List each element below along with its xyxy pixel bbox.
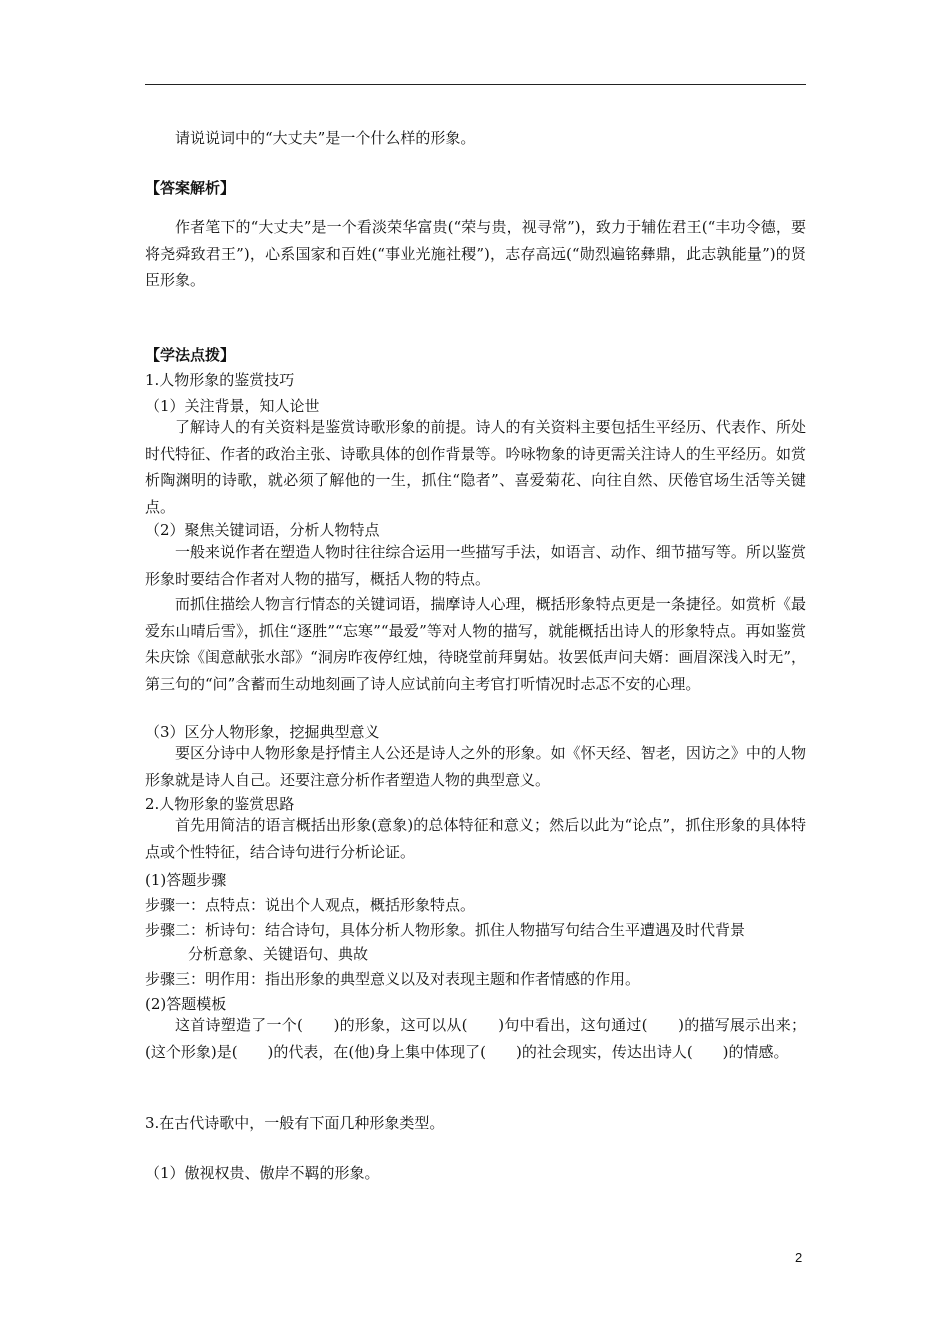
step-1: 步骤一：点特点：说出个人观点，概括形象特点。 xyxy=(145,896,476,914)
section-1-sub-2: （2）聚焦关键词语，分析人物特点 xyxy=(145,521,380,539)
section-2-sub-1: (1)答题步骤 xyxy=(145,871,227,889)
section-1-paragraph-1: 了解诗人的有关资料是鉴赏诗歌形象的前提。诗人的有关资料主要包括生平经历、代表作、所处时代特征、作者的政治主张、诗歌具体的创作背景等。吟咏物象的诗更需关注诗人的生平经历。如赏析陶渊明的诗歌，就必须了解他的一生，抓住“隐者”、喜爱菊花、向往自然、厌倦官场生活等关键点。 xyxy=(145,418,806,516)
section-1-title: 1.人物形象的鉴赏技巧 xyxy=(145,371,295,389)
header-rule xyxy=(145,84,806,85)
method-heading: 【学法点拨】 xyxy=(145,346,236,364)
step-2-continued: 分析意象、关键语句、典故 xyxy=(188,945,369,963)
section-2-title: 2.人物形象的鉴赏思路 xyxy=(145,795,295,813)
section-2-sub-2: (2)答题模板 xyxy=(145,995,227,1013)
section-3-title: 3.在古代诗歌中，一般有下面几种形象类型。 xyxy=(145,1114,445,1132)
section-3-sub-1: （1）傲视权贵、傲岸不羁的形象。 xyxy=(145,1164,380,1182)
step-2: 步骤二：析诗句：结合诗句，具体分析人物形象。抓住人物描写句结合生平遭遇及时代背景 xyxy=(145,921,746,939)
section-1-paragraph-3: 而抓住描绘人物言行情态的关键词语，揣摩诗人心理，概括形象特点更是一条捷径。如赏析《最爱东山晴后雪》，抓住“逐胜”“忘寒”“最爱”等对人物的描写，就能概括出诗人的形象特点。再如鉴赏朱庆馀《闺意献张水部》“洞房昨夜停红烛，待晓堂前拜舅姑。妆罢低声问夫婿：画眉深浅入时无”，第三句的“问”含蓄而生动地刻画了诗人应试前向主考官打听情况时忐忑不安的心理。 xyxy=(145,595,806,693)
section-1-sub-3: （3）区分人物形象，挖掘典型意义 xyxy=(145,723,380,741)
section-2-paragraph-1: 首先用简洁的语言概括出形象(意象)的总体特征和意义；然后以此为“论点”，抓住形象的具体特点或个性特征，结合诗句进行分析论证。 xyxy=(145,816,806,861)
section-1-paragraph-2: 一般来说作者在塑造人物时往往综合运用一些描写手法，如语言、动作、细节描写等。所以鉴赏形象时要结合作者对人物的描写，概括人物的特点。 xyxy=(145,543,806,588)
answer-heading: 【答案解析】 xyxy=(145,179,236,197)
answer-paragraph: 作者笔下的“大丈夫”是一个看淡荣华富贵(“荣与贵，视寻常”)，致力于辅佐君王(“丰功令德，要将尧舜致君王”)，心系国家和百姓(“事业光施社稷”)，志存高远(“勋烈遍铭彝鼎，此志孰能量”)的贤臣形象。 xyxy=(145,218,806,289)
section-1-paragraph-4: 要区分诗中人物形象是抒情主人公还是诗人之外的形象。如《怀天经、智老，因访之》中的人物形象就是诗人自己。还要注意分析作者塑造人物的典型意义。 xyxy=(145,744,806,789)
page-number: 2 xyxy=(795,1250,803,1265)
section-1-sub-1: （1）关注背景，知人论世 xyxy=(145,397,320,415)
step-3: 步骤三：明作用：指出形象的典型意义以及对表现主题和作者情感的作用。 xyxy=(145,970,641,988)
question-text: 请说说词中的“大丈夫”是一个什么样的形象。 xyxy=(175,129,476,147)
answer-template: 这首诗塑造了一个( )的形象，这可以从( )句中看出，这句通过( )的描写展示出来；(这个形象)是( )的代表，在(他)身上集中体现了( )的社会现实，传达出诗人( )的情感。 xyxy=(145,1016,806,1061)
